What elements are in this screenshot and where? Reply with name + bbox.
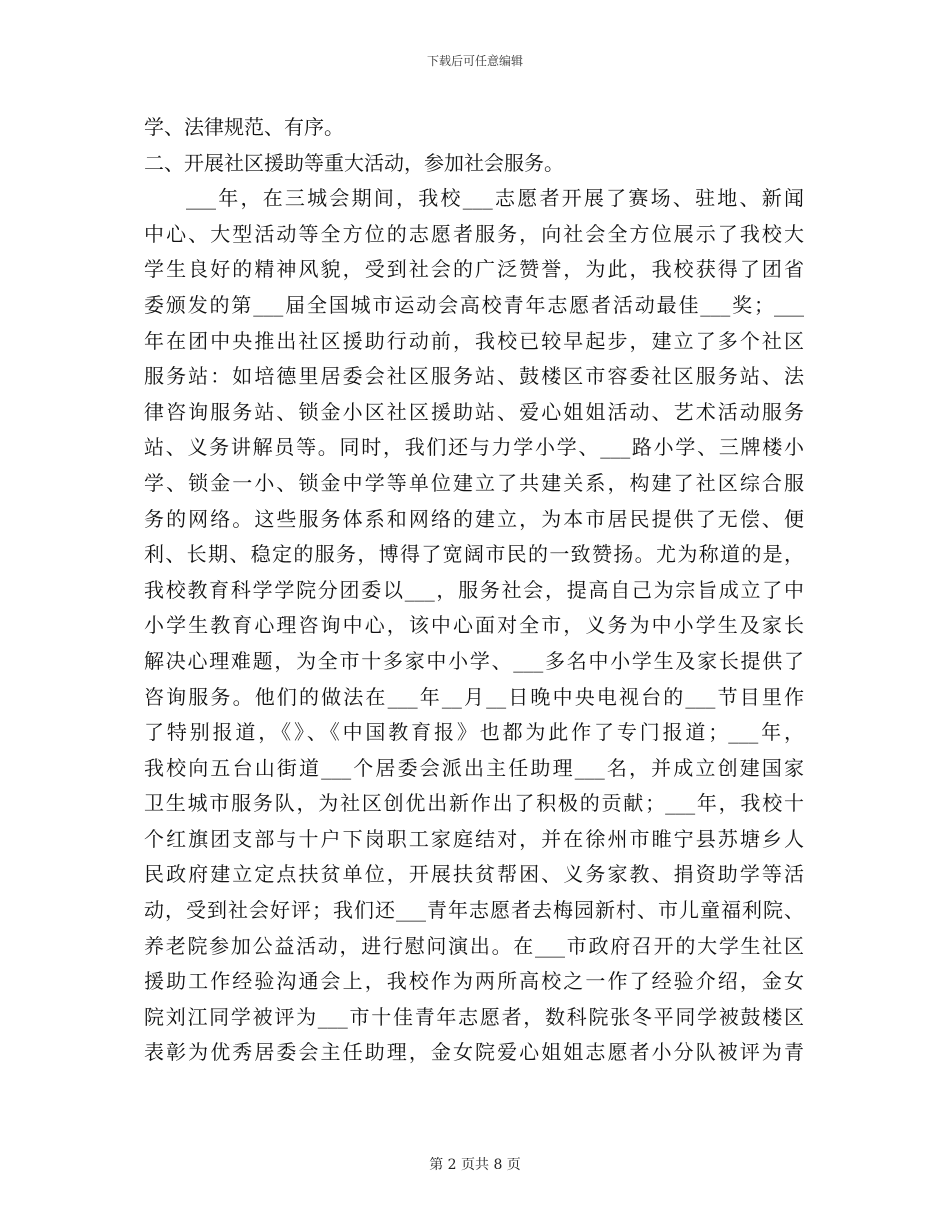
body-line: 学生良好的精神风貌，受到社会的广泛赞誉，为此，我校获得了团省 bbox=[144, 257, 804, 282]
body-line: 学、法律规范、有序。 bbox=[144, 115, 344, 139]
body-line: 委颁发的第___届全国城市运动会高校青年志愿者活动最佳___奖；___ bbox=[144, 292, 804, 317]
body-line: 我校向五台山街道___个居委会派出主任助理___名，并成立创建国家 bbox=[144, 755, 804, 780]
body-line: 利、长期、稳定的服务，博得了宽阔市民的一致赞扬。尤为称道的是， bbox=[144, 542, 804, 567]
document-body bbox=[144, 110, 804, 1071]
body-line: 中心、大型活动等全方位的志愿者服务，向社会全方位展示了我校大 bbox=[144, 221, 804, 246]
body-line: 咨询服务。他们的做法在___年__月__日晚中央电视台的___节目里作 bbox=[144, 684, 804, 709]
body-line: 解决心理难题，为全市十多家中小学、___多名中小学生及家长提供了 bbox=[144, 648, 804, 673]
body-line: 民政府建立定点扶贫单位，开展扶贫帮困、义务家教、捐资助学等活 bbox=[144, 862, 804, 887]
body-line: 养老院参加公益活动，进行慰问演出。在___市政府召开的大学生社区 bbox=[144, 933, 804, 958]
body-line: 律咨询服务站、锁金小区社区援助站、爱心姐姐活动、艺术活动服务 bbox=[144, 399, 804, 424]
body-line: 年在团中央推出社区援助行动前，我校已较早起步，建立了多个社区 bbox=[144, 328, 804, 353]
body-line: 院刘江同学被评为___市十佳青年志愿者，数科院张冬平同学被鼓楼区 bbox=[144, 1004, 804, 1029]
body-line: 卫生城市服务队，为社区创优出新作出了积极的贡献；___年，我校十 bbox=[144, 791, 804, 816]
body-line: 动，受到社会好评；我们还___青年志愿者去梅园新村、市儿童福利院、 bbox=[144, 898, 804, 923]
body-line: 援助工作经验沟通会上，我校作为两所高校之一作了经验介绍，金女 bbox=[144, 969, 804, 994]
page-header-note: 下载后可任意编辑 bbox=[426, 54, 523, 68]
body-line: 表彰为优秀居委会主任助理，金女院爱心姐姐志愿者小分队被评为青 bbox=[144, 1040, 804, 1065]
body-line: 我校教育科学学院分团委以___，服务社会，提高自己为宗旨成立了中 bbox=[144, 577, 804, 602]
page-number-footer: 第 2 页共 8 页 bbox=[429, 1157, 521, 1173]
body-line: 站、义务讲解员等。同时，我们还与力学小学、___路小学、三牌楼小 bbox=[144, 435, 804, 460]
body-line: 小学生教育心理咨询中心，该中心面对全市，义务为中小学生及家长 bbox=[144, 613, 804, 638]
body-line: 了特别报道，《》、《中国教育报》也都为此作了专门报道；___年， bbox=[144, 720, 804, 745]
section-heading: 二、开展社区援助等重大活动，参加社会服务。 bbox=[144, 150, 564, 175]
body-line: 个红旗团支部与十户下岗职工家庭结对，并在徐州市睢宁县苏塘乡人 bbox=[144, 826, 804, 851]
body-line: 学、锁金一小、锁金中学等单位建立了共建关系，构建了社区综合服 bbox=[144, 470, 804, 495]
body-line: 服务站：如培德里居委会社区服务站、鼓楼区市容委社区服务站、法 bbox=[144, 364, 804, 389]
body-line: ___年，在三城会期间，我校___志愿者开展了赛场、驻地、新闻 bbox=[186, 186, 804, 211]
body-line: 务的网络。这些服务体系和网络的建立，为本市居民提供了无偿、便 bbox=[144, 506, 804, 531]
